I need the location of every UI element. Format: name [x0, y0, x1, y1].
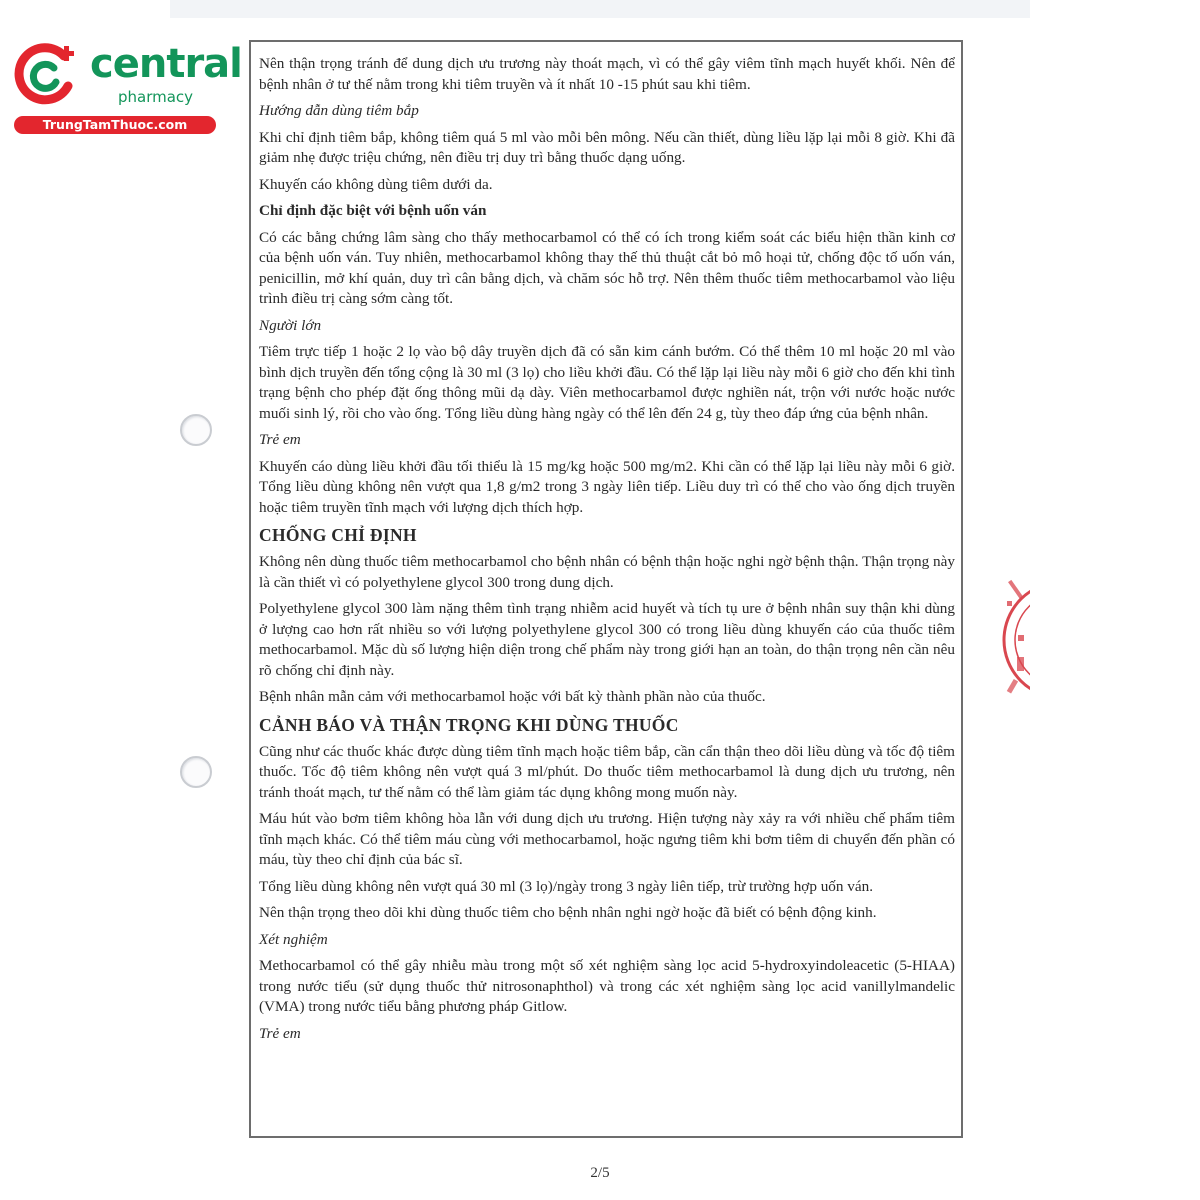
heading-children-2: Trẻ em	[259, 1024, 301, 1042]
paragraph-contraindication-3: Bệnh nhân mẫn cảm với methocarbamol hoặc với bất kỳ thành phần nào của thuốc.	[259, 688, 766, 705]
paragraph-contraindication-1: Không nên dùng thuốc tiêm methocarbamol cho bệnh nhân có bệnh thận hoặc nghi ngờ bệnh thận. Thận trọng này là cần thiết vì có polyethylene glycol 300 trong dung dịch.	[259, 553, 955, 591]
stamp-mark	[1000, 565, 1030, 715]
paragraph-children: Khuyến cáo dùng liều khởi đầu tối thiểu là 15 mg/kg hoặc 500 mg/m2. Khi cần có thể lặp lại liều này mỗi 6 giờ. Tổng liều dùng không nên vượt qua 1,8 g/m2 trong 3 ngày liên tiếp. Liều duy trì có thể cho vào ống dịch truyền hoặc tiêm truyền tĩnh mạch với lượng dịch thích hợp.	[259, 457, 955, 516]
heading-im-injection: Hướng dẫn dùng tiêm bắp	[259, 102, 419, 119]
heading-children: Trẻ em	[259, 431, 301, 448]
paragraph-extravasation: Nên thận trọng tránh để dung dịch ưu trương này thoát mạch, vì có thể gây viêm tĩnh mạch huyết khối. Nên để bệnh nhân ở tư thế nằm trong khi tiêm truyền và ít nhất 10 -15 phút sau khi tiêm.	[259, 55, 955, 93]
paragraph-warning-2: Máu hút vào bơm tiêm không hòa lẫn với dung dịch ưu trương. Hiện tượng này xảy ra với nhiều chế phẩm tiêm tĩnh mạch khác. Có thể tiêm máu cùng với methocarbamol, hoặc ngưng tiêm khi bơm tiêm di chuyển đến phần có máu, tùy theo chỉ định của bác sĩ.	[259, 810, 955, 868]
paragraph-contraindication-2: Polyethylene glycol 300 làm nặng thêm tình trạng nhiễm acid huyết và tích tụ ure ở bệnh nhân suy thận khi dùng ở lượng cao hơn rất nhiều so với lượng polyethylene glycol 300 có trong liều dùng khuyến cáo của thuốc tiêm methocarbamol. Mặc dù số lượng hiện diện trong chế phẩm này trong giới hạn an toàn, do thận trọng nên cần nêu rõ chống chỉ định này.	[259, 600, 955, 679]
paragraph-warning-3: Tổng liều dùng không nên vượt quá 30 ml (3 lọ)/ngày trong 3 ngày liên tiếp, trừ trường hợp uốn ván.	[259, 877, 874, 895]
heading-warnings: CẢNH BÁO VÀ THẬN TRỌNG KHI DÙNG THUỐC	[259, 714, 679, 735]
paragraph-warning-4: Nên thận trọng theo dõi khi dùng thuốc tiêm cho bệnh nhân nghi ngờ hoặc đã biết có bệnh động kinh.	[259, 904, 877, 921]
scan-band	[170, 0, 1030, 18]
paragraph-tetanus: Có các bằng chứng lâm sàng cho thấy methocarbamol có thể có ích trong kiểm soát các biểu hiện thần kinh cơ của bệnh uốn ván. Tuy nhiên, methocarbamol không thay thế thủ thuật cắt bỏ mô hoại tử, chống độc tố uốn ván, penicillin, mở khí quản, duy trì cân bằng dịch, và chăm sóc hỗ trợ. Nên thêm thuốc tiêm methocarbamol vào liệu trình điều trị càng sớm càng tốt.	[259, 228, 955, 307]
heading-lab-tests: Xét nghiệm	[259, 930, 328, 948]
paragraph-adult: Tiêm trực tiếp 1 hoặc 2 lọ vào bộ dây truyền dịch đã có sẵn kim cánh bướm. Có thể thêm 10 ml hoặc 20 ml vào bình dịch truyền đến tổng cộng là 30 ml (3 lọ) cho liều khởi đầu. Có thể lặp lại liều này mỗi 6 giờ cho đến khi tình trạng bệnh cho phép đặt ống thông mũi dạ dày. Viên methocarbamol được nghiền nát, trộn với nước hoặc nước muối sinh lý, rồi cho vào ống. Tổng liều dùng hàng ngày có thể lên đến 24 g, tùy theo đáp ứng của bệnh nhân.	[259, 343, 955, 422]
paragraph-warning-1: Cũng như các thuốc khác được dùng tiêm tĩnh mạch hoặc tiêm bắp, cần cẩn thận theo dõi liều dùng và tốc độ tiêm thuốc. Tốc độ tiêm không nên vượt quá 3 ml/phút. Do thuốc tiêm methocarbamol là dung dịch ưu trương, nên tránh thoát mạch, tư thế nằm có thể làm giảm tác dụng không mong muốn này.	[259, 742, 955, 801]
page-number: 2/5	[590, 1165, 610, 1181]
heading-adult: Người lớn	[259, 316, 322, 334]
paragraph-subcutaneous: Khuyến cáo không dùng tiêm dưới da.	[259, 175, 493, 193]
paragraph-im-injection: Khi chỉ định tiêm bắp, không tiêm quá 5 ml vào mỗi bên mông. Nếu cần thiết, dùng liều lặp lại mỗi 8 giờ. Khi đã giảm nhẹ được triệu chứng, nên điều trị duy trì bằng thuốc dạng uống.	[259, 128, 955, 166]
central-logo-icon	[14, 42, 78, 106]
brand-name: central	[90, 41, 242, 87]
heading-contraindications: CHỐNG CHỈ ĐỊNH	[259, 525, 417, 545]
heading-tetanus: Chỉ định đặc biệt với bệnh uốn ván	[259, 202, 487, 219]
punch-hole-top	[180, 414, 212, 446]
brand-subtitle: pharmacy	[118, 88, 194, 106]
paragraph-lab-tests: Methocarbamol có thể gây nhiễu màu trong một số xét nghiệm sàng lọc acid 5-hydroxyindoleacetic (5-HIAA) trong nước tiểu (sử dụng thuốc thử nitrosonaphthol) và trong các xét nghiệm sàng lọc acid vanillylmandelic (VMA) trong nước tiểu bằng phương pháp Gitlow.	[259, 957, 955, 1015]
brand-url: TrungTamThuoc.com	[14, 116, 216, 134]
central-pharmacy-logo[interactable]	[8, 36, 242, 136]
document-page	[249, 40, 963, 1138]
punch-hole-bottom	[180, 756, 212, 788]
